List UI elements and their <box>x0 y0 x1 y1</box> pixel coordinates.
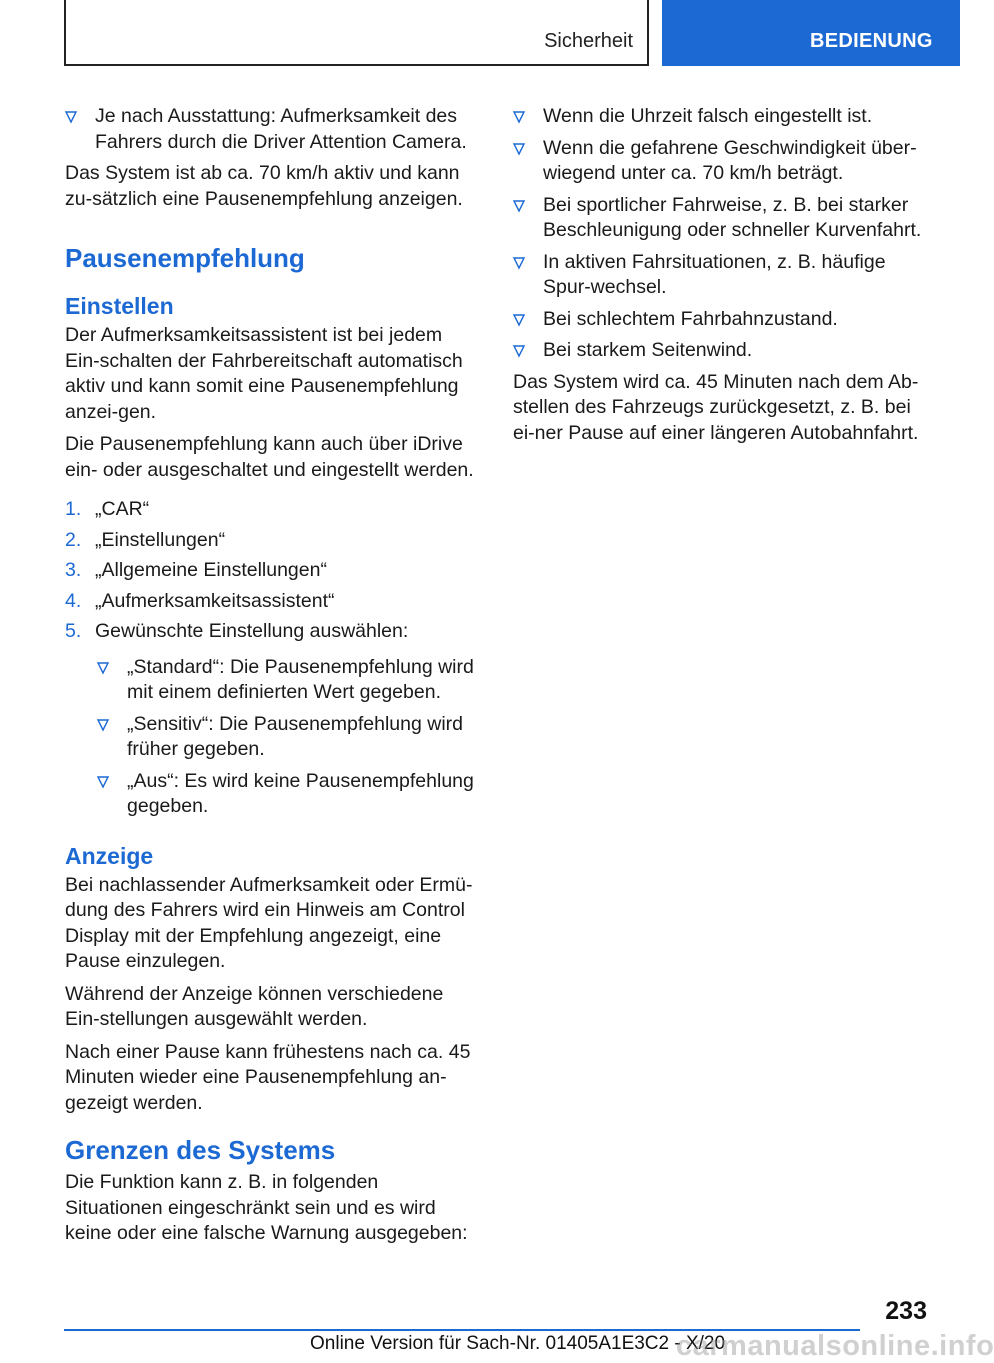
header-chapter-box <box>662 0 960 66</box>
triangle-bullet-icon <box>97 662 109 674</box>
step-number: 5. <box>65 620 82 642</box>
paragraph: Die Pausenempfehlung kann auch über iDrive ein- oder ausgeschaltet und eingestellt werden. <box>65 433 474 481</box>
triangle-bullet-icon <box>513 314 525 326</box>
step-text: „Aufmerksamkeitsassistent“ <box>95 589 335 612</box>
watermark: carmanualsonline.info <box>676 1330 994 1362</box>
numbered-step <box>65 558 480 584</box>
triangle-bullet-icon <box>513 111 525 123</box>
bullet-text: Bei schlechtem Fahrbahnzustand. <box>543 307 838 330</box>
bullet-text: In aktiven Fahrsituationen, z. B. häufige Spur-wechsel. <box>543 250 886 298</box>
bullet-text: Wenn die gefahrene Geschwindigkeit über-wiegend unter ca. 70 km/h beträgt. <box>543 136 917 184</box>
paragraph: Während der Anzeige können verschiedene Ein-stellungen ausgewählt werden. <box>65 982 444 1030</box>
heading-pausenempfehlung: Pausenempfehlung <box>65 243 305 273</box>
list-item <box>513 193 928 244</box>
bullet-text: Bei starkem Seitenwind. <box>543 339 753 361</box>
triangle-bullet-icon <box>65 111 77 123</box>
paragraph: Die Funktion kann z. B. in folgenden Situationen eingeschränkt sein und es wird keine oder eine falsche Warnung ausgegeben: <box>65 1171 468 1244</box>
footer-text: Online Version für Sach-Nr. 01405A1E3C2 - X/20 <box>310 1333 726 1354</box>
list-item <box>513 104 928 130</box>
list-item <box>513 136 928 187</box>
step-number: 1. <box>65 498 82 520</box>
header-section-box <box>64 0 649 66</box>
step-number: 3. <box>65 559 82 581</box>
bullet-text: Je nach Ausstattung: Aufmerksamkeit des Fahrers durch die Driver Attention Camera. <box>95 105 467 153</box>
list-item <box>97 712 480 763</box>
paragraph: Der Aufmerksamkeitsassistent ist bei jedem Ein-schalten der Fahrbereitschaft automatisch aktiv und kann somit eine Pausenempfehlung anzei-gen. <box>65 324 463 423</box>
bullet-text: Wenn die Uhrzeit falsch eingestellt ist. <box>543 105 873 127</box>
triangle-bullet-icon <box>97 719 109 731</box>
step-text: Gewünschte Einstellung auswählen: <box>95 620 409 642</box>
bullet-text: „Aus“: Es wird keine Pausenempfehlung gegeben. <box>127 769 474 817</box>
heading-grenzen: Grenzen des Systems <box>65 1135 336 1165</box>
step-number: 4. <box>65 589 82 612</box>
paragraph: Nach einer Pause kann frühestens nach ca. 45 Minuten wieder eine Pausenempfehlung an-gezeigt werden. <box>65 1040 471 1114</box>
list-item <box>513 338 928 364</box>
triangle-bullet-icon <box>513 345 525 357</box>
heading-einstellen: Einstellen <box>65 293 174 319</box>
step-number: 2. <box>65 528 82 551</box>
paragraph: Das System wird ca. 45 Minuten nach dem Ab-stellen des Fahrzeugs zurückgesetzt, z. B. bei ei-ner Pause auf einer längeren Autobahnfahrt. <box>513 370 919 444</box>
numbered-step <box>65 589 480 615</box>
list-item <box>513 307 928 333</box>
right-column <box>513 104 928 453</box>
bullet-text: „Sensitiv“: Die Pausenempfehlung wird früher gegeben. <box>127 712 463 760</box>
bullet-text: Bei sportlicher Fahrweise, z. B. bei starker Beschleunigung oder schneller Kurvenfahrt. <box>543 193 922 241</box>
page-number: 233 <box>885 1297 927 1325</box>
header-section-title: Sicherheit <box>544 30 633 52</box>
triangle-bullet-icon <box>513 143 525 155</box>
list-item <box>97 769 480 820</box>
triangle-bullet-icon <box>513 200 525 212</box>
numbered-step <box>65 619 480 645</box>
bullet-text: „Standard“: Die Pausenempfehlung wird mit einem definierten Wert gegeben. <box>127 655 474 703</box>
left-column <box>65 104 480 1254</box>
header-chapter-title: BEDIENUNG <box>810 30 933 52</box>
step-text: „Allgemeine Einstellungen“ <box>95 559 327 581</box>
step-text: „CAR“ <box>95 498 150 520</box>
list-item <box>65 104 480 155</box>
numbered-step <box>65 528 480 554</box>
heading-anzeige: Anzeige <box>65 842 154 869</box>
paragraph: Das System ist ab ca. 70 km/h aktiv und kann zu-sätzlich eine Pausenempfehlung anzeigen. <box>65 162 463 210</box>
triangle-bullet-icon <box>97 776 109 788</box>
paragraph: Bei nachlassender Aufmerksamkeit oder Ermü-dung des Fahrers wird ein Hinweis am Control Display mit der Empfehlung angezeigt, eine Pause einzulegen. <box>65 873 473 972</box>
list-item <box>513 250 928 301</box>
list-item <box>97 655 480 706</box>
triangle-bullet-icon <box>513 257 525 269</box>
step-text: „Einstellungen“ <box>95 528 226 551</box>
numbered-step <box>65 497 480 523</box>
